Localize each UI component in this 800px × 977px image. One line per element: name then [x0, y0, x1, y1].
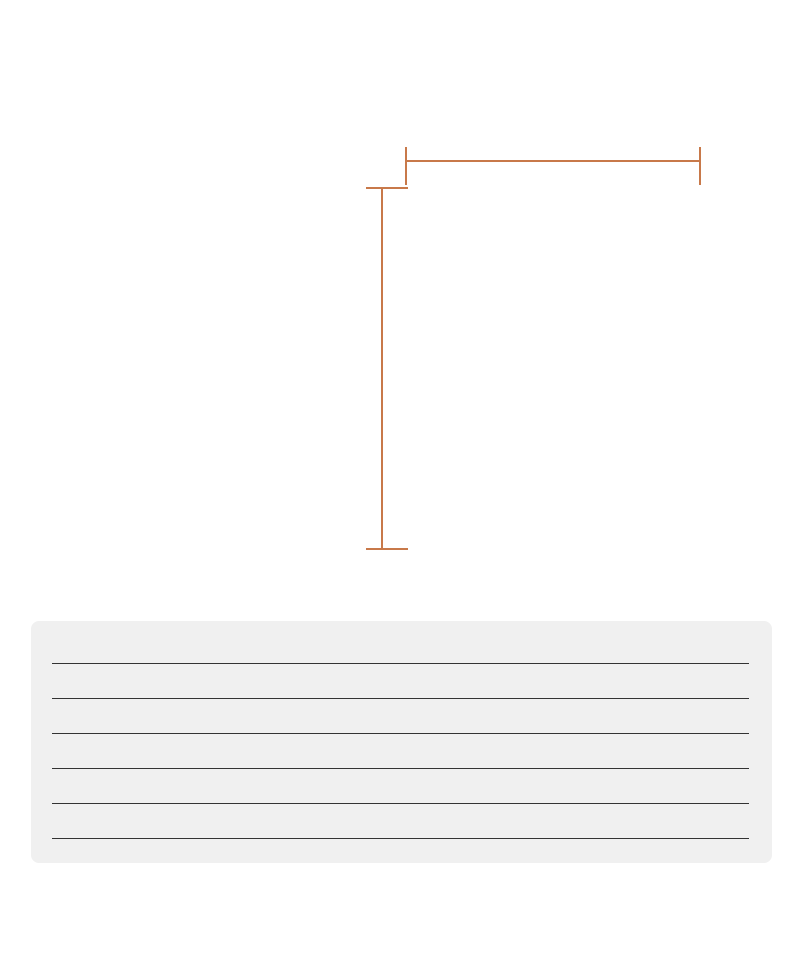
ground-spikes-illustration	[86, 348, 258, 534]
spec-row-model	[52, 628, 749, 664]
wire-cage-illustration	[395, 168, 710, 588]
spec-row-surface	[52, 733, 749, 769]
zip-ties-illustration	[88, 183, 258, 273]
spec-row-quantity-color	[52, 698, 749, 734]
spec-row-material-weight	[52, 768, 749, 804]
spec-row-height-shape	[52, 663, 749, 699]
spec-row-dimensions	[52, 803, 749, 839]
